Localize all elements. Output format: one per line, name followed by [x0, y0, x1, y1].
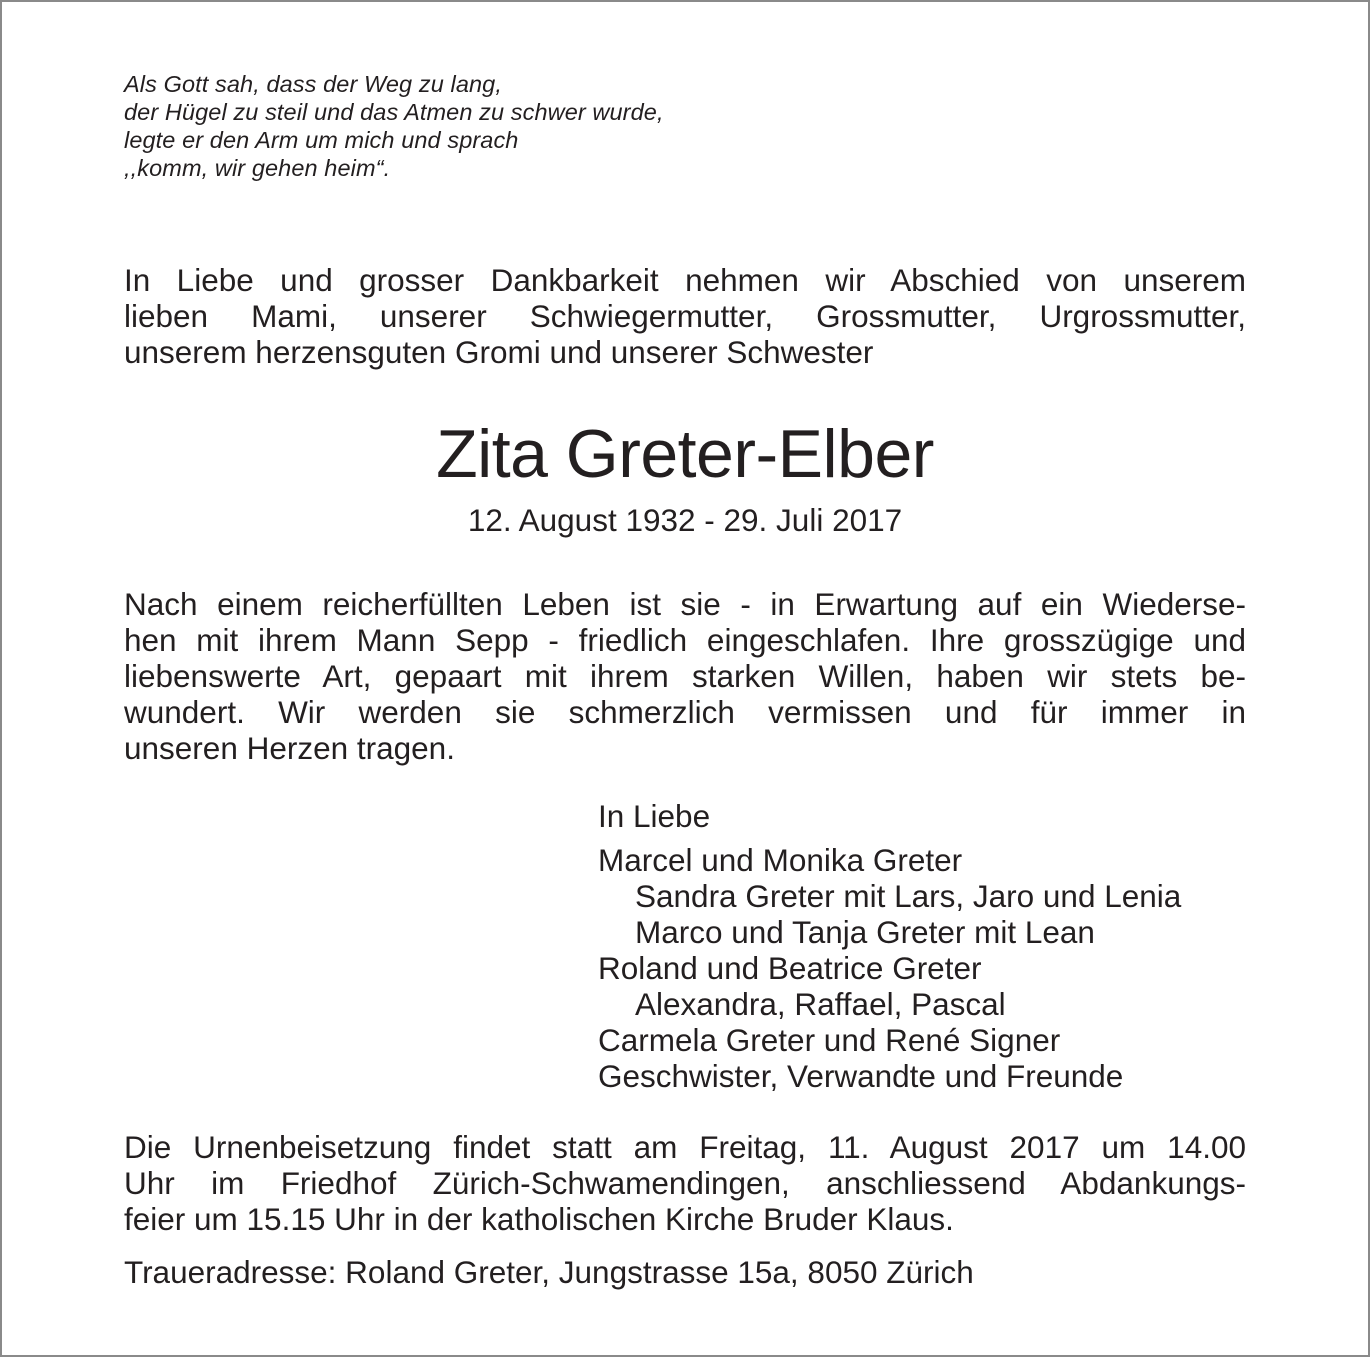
mourner-line: Marcel und Monika Greter — [598, 842, 963, 878]
intro-line: lieben Mami, unserer Schwiegermutter, Grossmutter, Urgrossmutter, — [124, 298, 1246, 334]
funeral-paragraph — [124, 1129, 1246, 1237]
body-line: hen mit ihrem Mann Sepp - friedlich eingeschlafen. Ihre grosszügige und — [124, 622, 1246, 658]
signoff-block — [598, 798, 1181, 1094]
poem-line: der Hügel zu steil und das Atmen zu schwer wurde, — [124, 99, 664, 125]
mourner-line: Carmela Greter und René Signer — [598, 1022, 1061, 1058]
body-line: unseren Herzen tragen. — [124, 730, 455, 766]
intro-paragraph — [124, 262, 1246, 370]
body-paragraph — [124, 586, 1246, 766]
deceased-name: Zita Greter-Elber — [436, 416, 934, 492]
mourner-line: Alexandra, Raffael, Pascal — [635, 986, 1006, 1022]
mourner-line: Roland und Beatrice Greter — [598, 950, 982, 986]
poem-line: legte er den Arm um mich und sprach — [124, 127, 519, 153]
body-line: liebenswerte Art, gepaart mit ihrem starken Willen, haben wir stets be- — [124, 658, 1246, 694]
mourner-line: Sandra Greter mit Lars, Jaro und Lenia — [635, 878, 1182, 914]
funeral-line: Uhr im Friedhof Zürich-Schwamendingen, anschliessend Abdankungs- — [124, 1165, 1246, 1201]
mourner-line: Geschwister, Verwandte und Freunde — [598, 1058, 1124, 1094]
body-line: Nach einem reicherfüllten Leben ist sie - in Erwartung auf ein Wiederse- — [124, 586, 1246, 622]
poem-line: ,,komm, wir gehen heim“. — [124, 155, 391, 181]
intro-line: unserem herzensguten Gromi und unserer Schwester — [124, 334, 874, 370]
intro-line: In Liebe und grosser Dankbarkeit nehmen wir Abschied von unserem — [124, 262, 1246, 298]
poem-line: Als Gott sah, dass der Weg zu lang, — [124, 71, 502, 97]
funeral-line: Die Urnenbeisetzung findet statt am Freitag, 11. August 2017 um 14.00 — [124, 1129, 1246, 1165]
signoff-greeting: In Liebe — [598, 798, 711, 834]
body-line: wundert. Wir werden sie schmerzlich vermissen und für immer in — [124, 694, 1246, 730]
mourning-address: Traueradresse: Roland Greter, Jungstrasse 15a, 8050 Zürich — [124, 1254, 974, 1290]
mourner-line: Marco und Tanja Greter mit Lean — [635, 914, 1095, 950]
life-dates: 12. August 1932 - 29. Juli 2017 — [467, 502, 903, 538]
poem-quote — [124, 70, 664, 182]
funeral-line: feier um 15.15 Uhr in der katholischen Kirche Bruder Klaus. — [124, 1201, 954, 1237]
